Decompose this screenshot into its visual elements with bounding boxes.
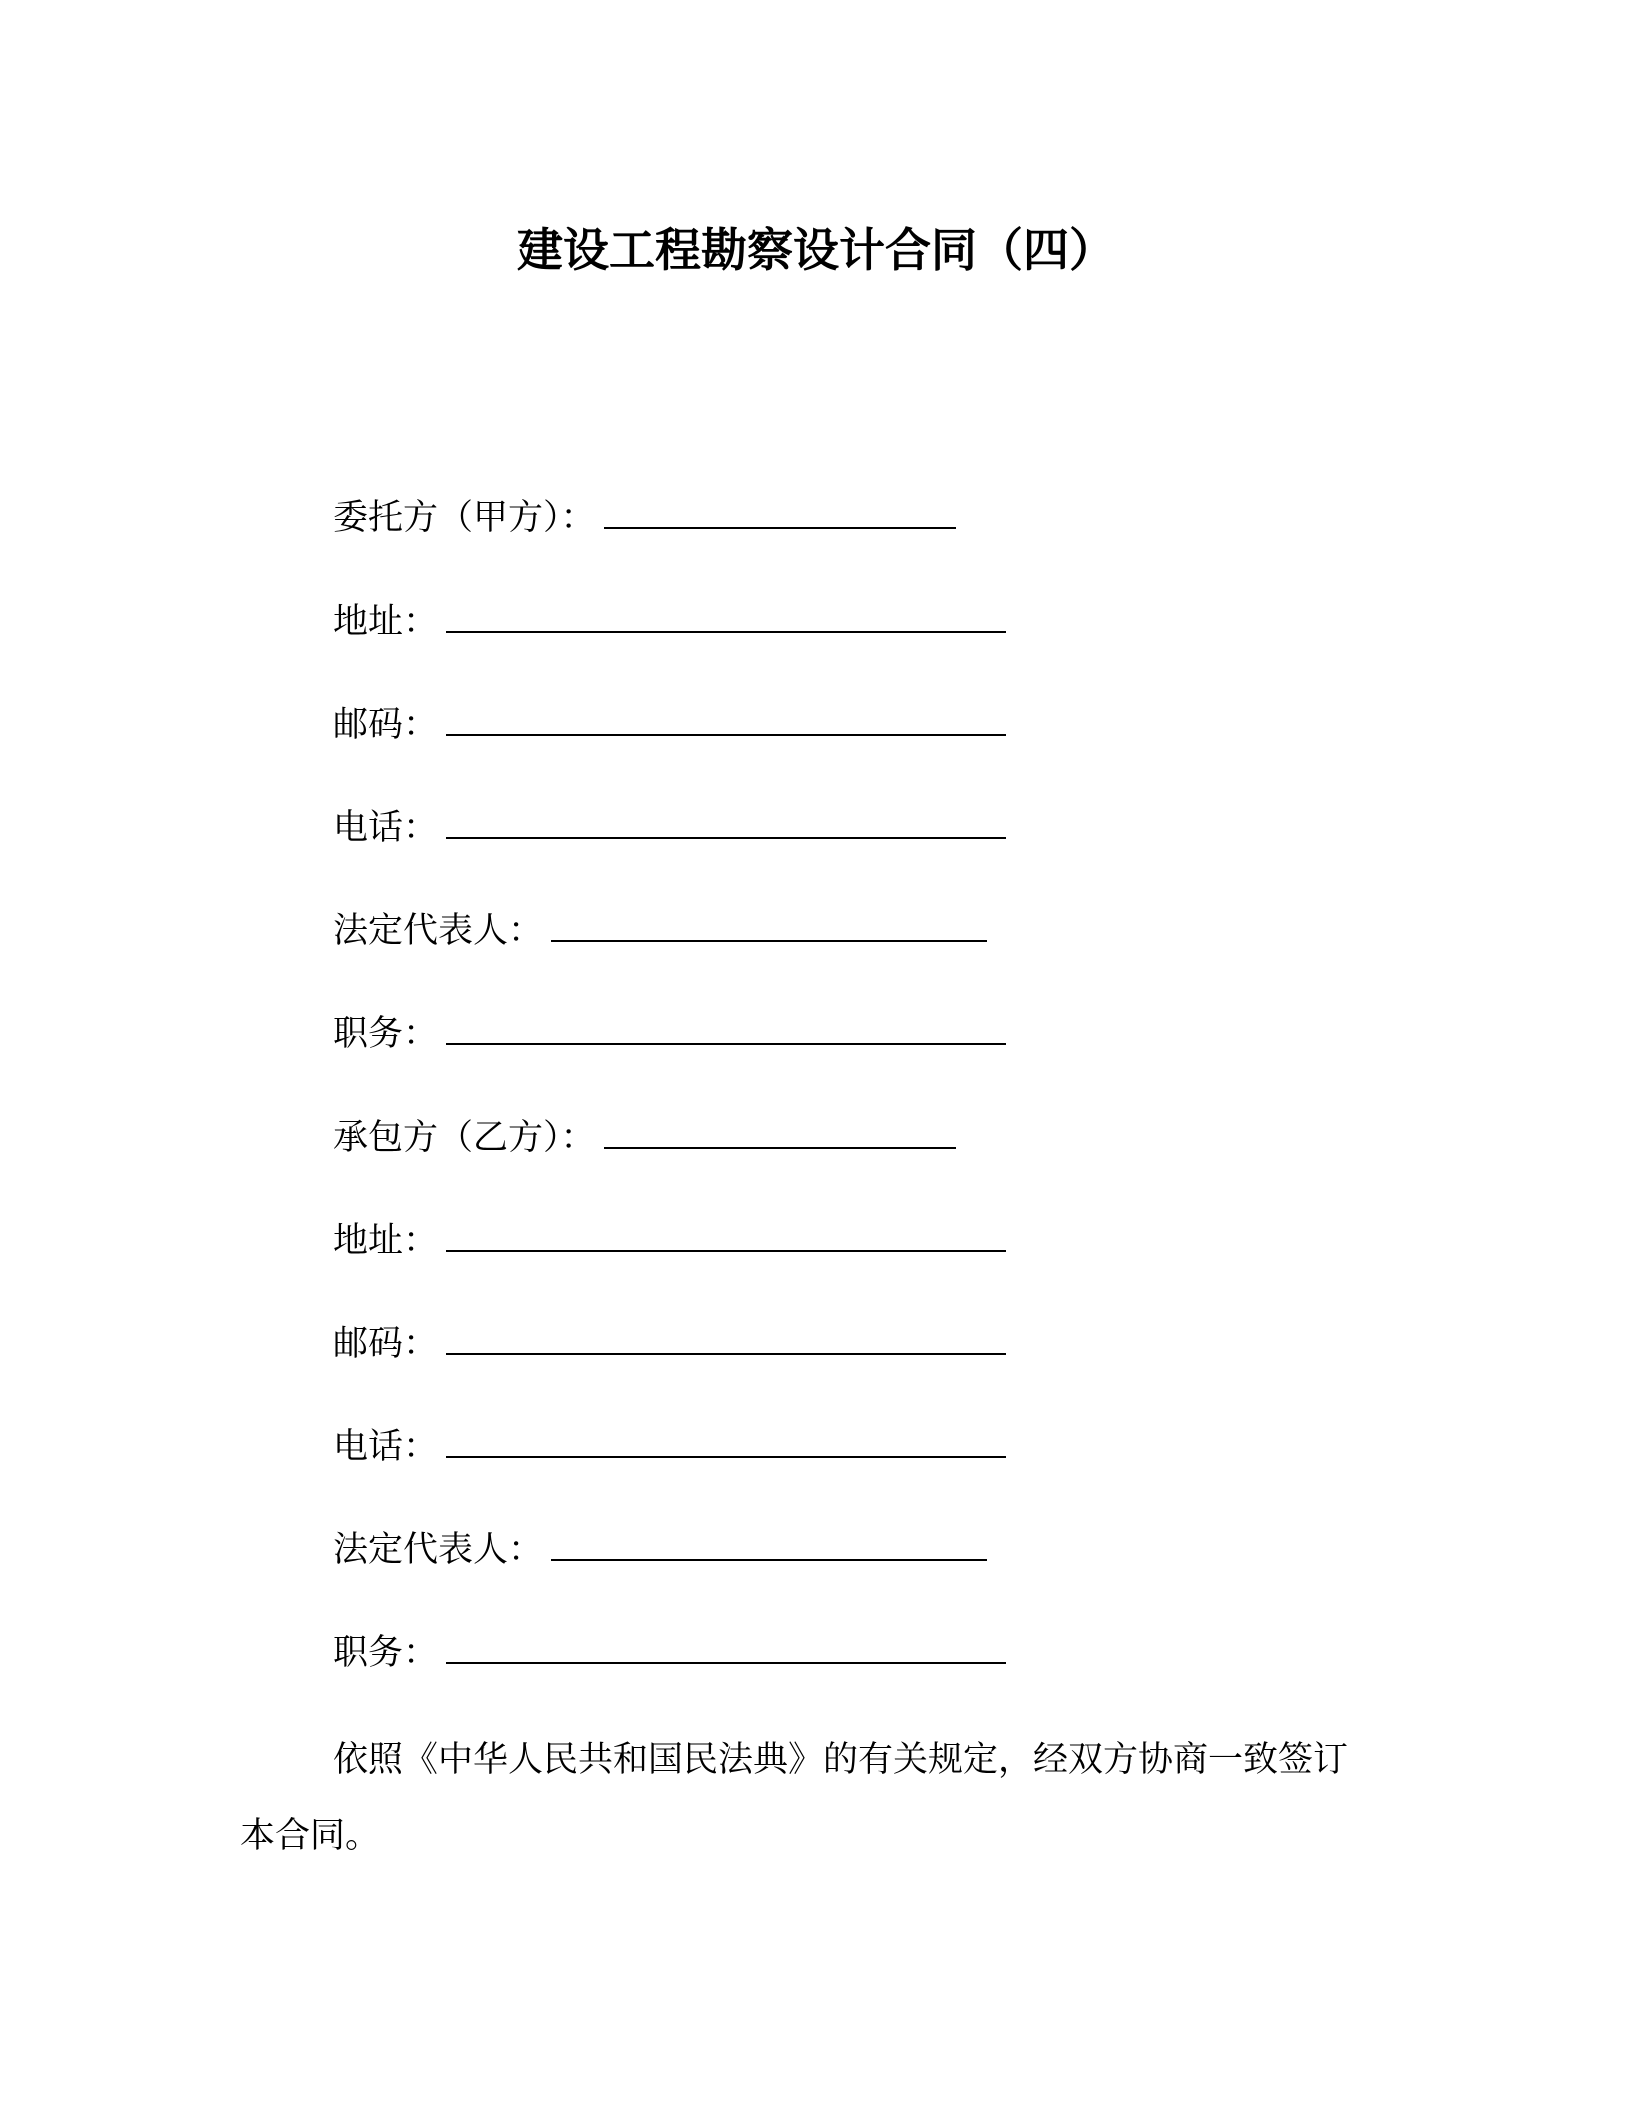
party-b-position-blank[interactable] xyxy=(446,1632,1006,1664)
preamble-paragraph xyxy=(240,1722,1380,1874)
party-b-phone-row xyxy=(333,1425,1006,1469)
party-a-heading-row xyxy=(333,496,956,540)
party-a-position-label: 职务： xyxy=(333,1014,439,1054)
party-a-name-blank[interactable] xyxy=(604,497,956,529)
party-b-address-blank[interactable] xyxy=(446,1220,1006,1252)
party-b-position-row xyxy=(333,1631,1006,1675)
party-b-heading-row xyxy=(333,1116,956,1160)
party-b-legal-rep-label: 法定代表人： xyxy=(333,1530,544,1570)
party-a-address-label: 地址： xyxy=(333,602,439,642)
document-title: 建设工程勘察设计合同（四） xyxy=(517,223,1115,277)
party-b-phone-blank[interactable] xyxy=(446,1426,1006,1458)
party-a-address-row xyxy=(333,600,1006,644)
party-a-phone-row xyxy=(333,806,1006,850)
party-a-phone-blank[interactable] xyxy=(446,807,1006,839)
party-b-postcode-row xyxy=(333,1322,1006,1366)
party-b-name-blank[interactable] xyxy=(604,1117,956,1149)
party-a-postcode-label: 邮码： xyxy=(333,705,439,745)
party-a-position-blank[interactable] xyxy=(446,1013,1006,1045)
preamble-text: 依照《中华人民共和国民法典》的有关规定，经双方协商一致签订本合同。 xyxy=(240,1740,1349,1856)
party-a-legal-rep-label: 法定代表人： xyxy=(333,911,544,951)
party-b-address-row xyxy=(333,1219,1006,1263)
party-b-heading-label: 承包方（乙方）： xyxy=(333,1118,596,1158)
party-b-postcode-blank[interactable] xyxy=(446,1323,1006,1355)
party-b-position-label: 职务： xyxy=(333,1633,439,1673)
party-b-postcode-label: 邮码： xyxy=(333,1324,439,1364)
party-b-legal-rep-blank[interactable] xyxy=(551,1529,987,1561)
party-a-phone-label: 电话： xyxy=(333,808,439,848)
party-a-position-row xyxy=(333,1012,1006,1056)
party-a-legal-rep-row xyxy=(333,909,987,953)
party-b-legal-rep-row xyxy=(333,1528,987,1572)
party-a-heading-label: 委托方（甲方）： xyxy=(333,498,596,538)
party-b-address-label: 地址： xyxy=(333,1221,439,1261)
party-a-postcode-row xyxy=(333,703,1006,747)
party-b-phone-label: 电话： xyxy=(333,1427,439,1467)
party-a-legal-rep-blank[interactable] xyxy=(551,910,987,942)
party-a-address-blank[interactable] xyxy=(446,601,1006,633)
party-a-postcode-blank[interactable] xyxy=(446,704,1006,736)
